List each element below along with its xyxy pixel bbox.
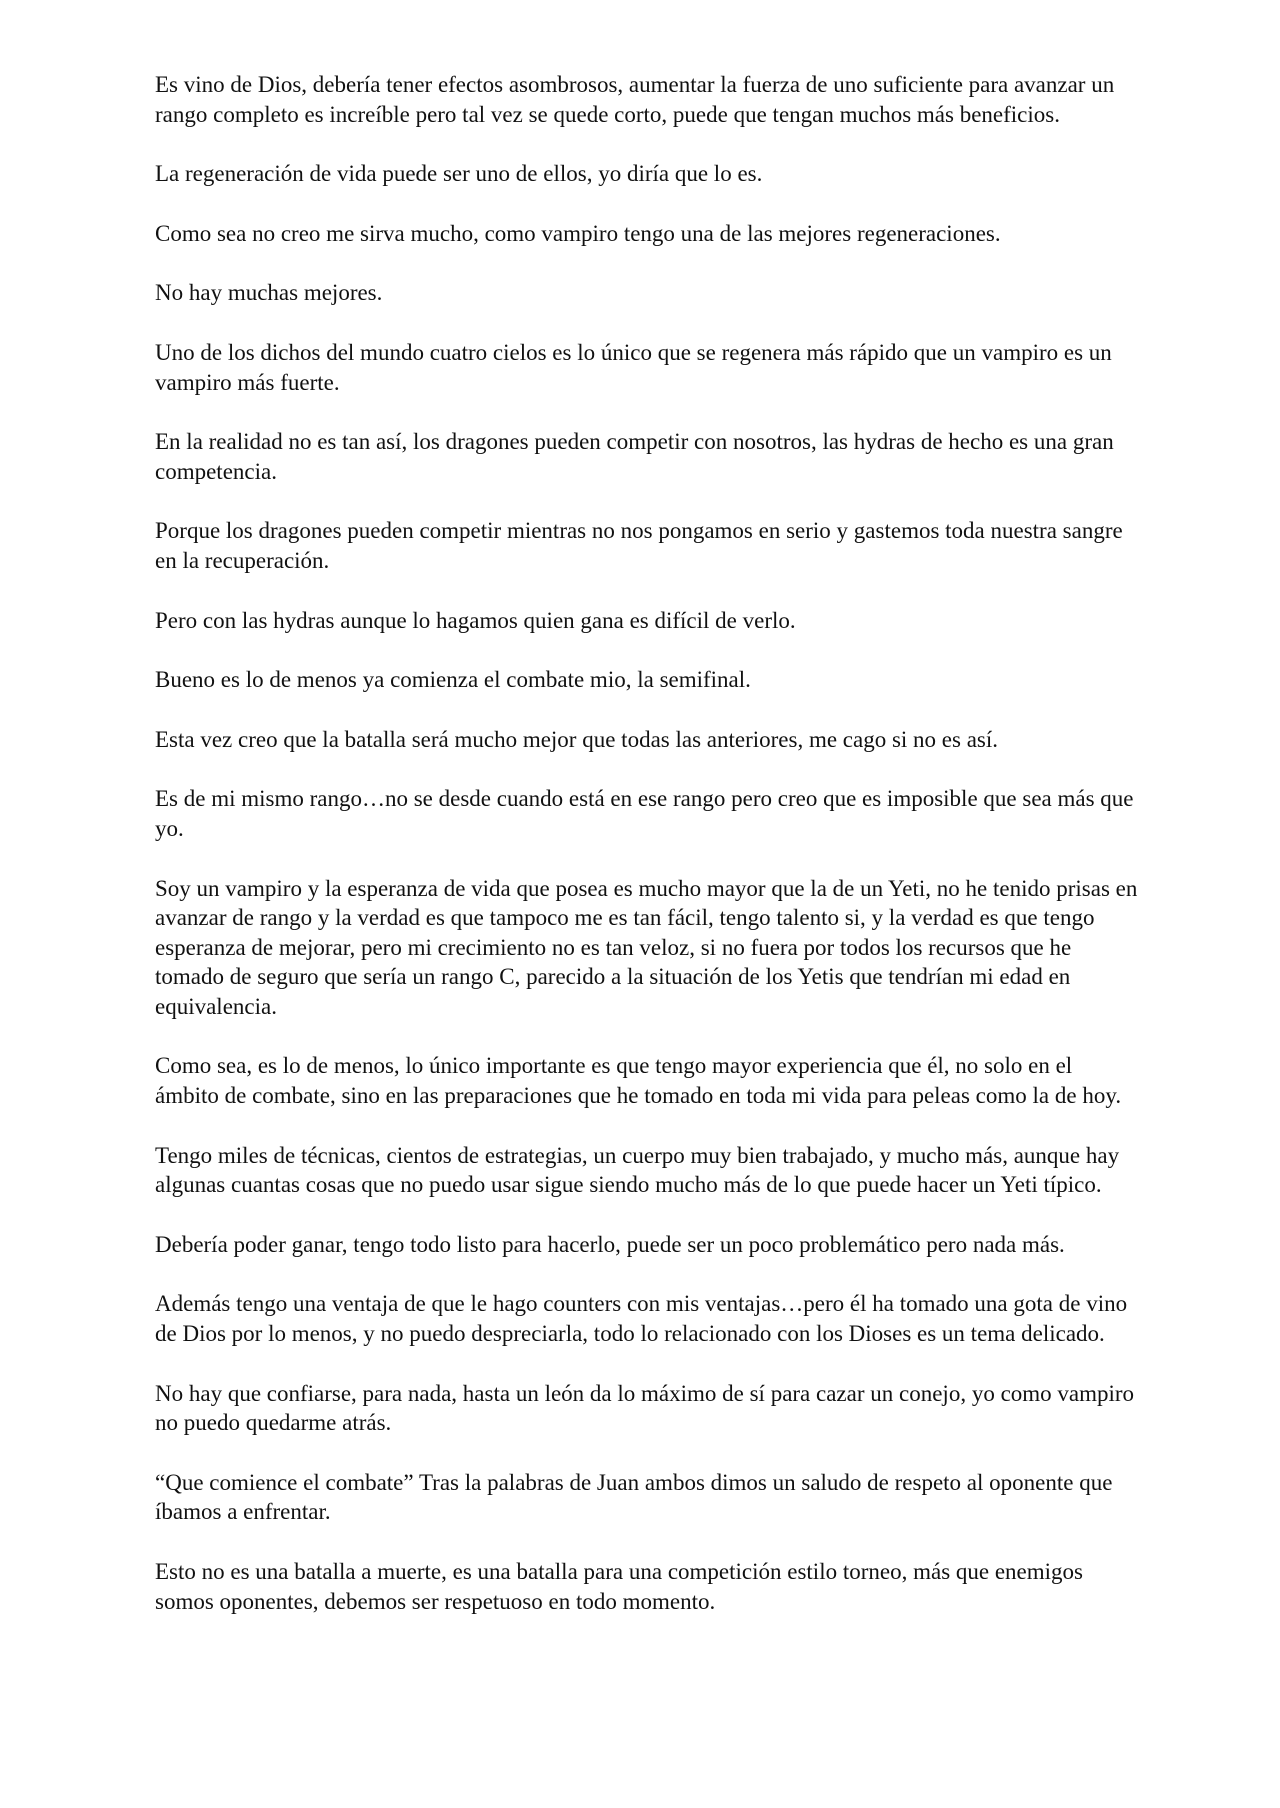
document-page (155, 70, 1140, 1646)
paragraph: No hay muchas mejores. (155, 280, 383, 306)
paragraph: Tengo miles de técnicas, cientos de estrategias, un cuerpo muy bien trabajado, y mucho más, aunque hay algunas cuantas cosas que no puedo usar sigue siendo mucho más de lo que puede hacer un Yeti típico. (155, 1142, 1120, 1198)
paragraph: En la realidad no es tan así, los dragones pueden competir con nosotros, las hydras de hecho es una gran competencia. (155, 429, 1114, 484)
paragraph: Pero con las hydras aunque lo hagamos quien gana es difícil de verlo. (155, 607, 796, 633)
paragraph: Uno de los dichos del mundo cuatro cielos es lo único que se regenera más rápido que un vampiro es un vampiro más fuerte. (155, 339, 1112, 395)
paragraph: Además tengo una ventaja de que le hago counters con mis ventajas…pero él ha tomado una gota de vino de Dios por lo menos, y no puedo despreciarla, todo lo relacionado con los Dioses es un tema delicado. (155, 1291, 1128, 1347)
paragraph: La regeneración de vida puede ser uno de ellos, yo diría que lo es. (155, 161, 763, 187)
paragraph: Es de mi mismo rango…no se desde cuando está en ese rango pero creo que es imposible que sea más que yo. (155, 786, 1134, 841)
paragraph: Es vino de Dios, debería tener efectos asombrosos, aumentar la fuerza de uno suficiente para avanzar un rango completo es increíble pero tal vez se quede corto, puede que tengan muchos más beneficios. (155, 72, 1115, 127)
paragraph: Como sea, es lo de menos, lo único importante es que tengo mayor experiencia que él, no solo en el ámbito de combate, sino en las preparaciones que he tomado en toda mi vida para peleas como la de hoy. (155, 1053, 1122, 1109)
paragraph: Soy un vampiro y la esperanza de vida que posea es mucho mayor que la de un Yeti, no he tenido prisas en avanzar de rango y la verdad es que tampoco me es tan fácil, tengo talento si, y la verdad es que tengo esperanza de mejorar, pero mi crecimiento no es tan veloz, si no fuera por todos los recursos que he tomado de seguro que sería un rango C, parecido a la situación de los Yetis que tendrían mi edad en equivalencia. (155, 875, 1138, 1019)
paragraph: Esta vez creo que la batalla será mucho mejor que todas las anteriores, me cago si no es así. (155, 726, 999, 752)
paragraph: Esto no es una batalla a muerte, es una batalla para una competición estilo torneo, más que enemigos somos oponentes, debemos ser respetuoso en todo momento. (155, 1559, 1083, 1614)
paragraph: “Que comience el combate” Tras la palabras de Juan ambos dimos un saludo de respeto al oponente que íbamos a enfrentar. (155, 1469, 1113, 1525)
paragraph: Porque los dragones pueden competir mientras no nos pongamos en serio y gastemos toda nuestra sangre en la recuperación. (155, 518, 1123, 573)
paragraph: No hay que confiarse, para nada, hasta un león da lo máximo de sí para cazar un conejo, yo como vampiro no puedo quedarme atrás. (155, 1380, 1135, 1436)
paragraph: Debería poder ganar, tengo todo listo para hacerlo, puede ser un poco problemático pero nada más. (155, 1231, 1065, 1257)
paragraph: Como sea no creo me sirva mucho, como vampiro tengo una de las mejores regeneraciones. (155, 220, 1001, 246)
paragraph: Bueno es lo de menos ya comienza el combate mio, la semifinal. (155, 667, 751, 693)
